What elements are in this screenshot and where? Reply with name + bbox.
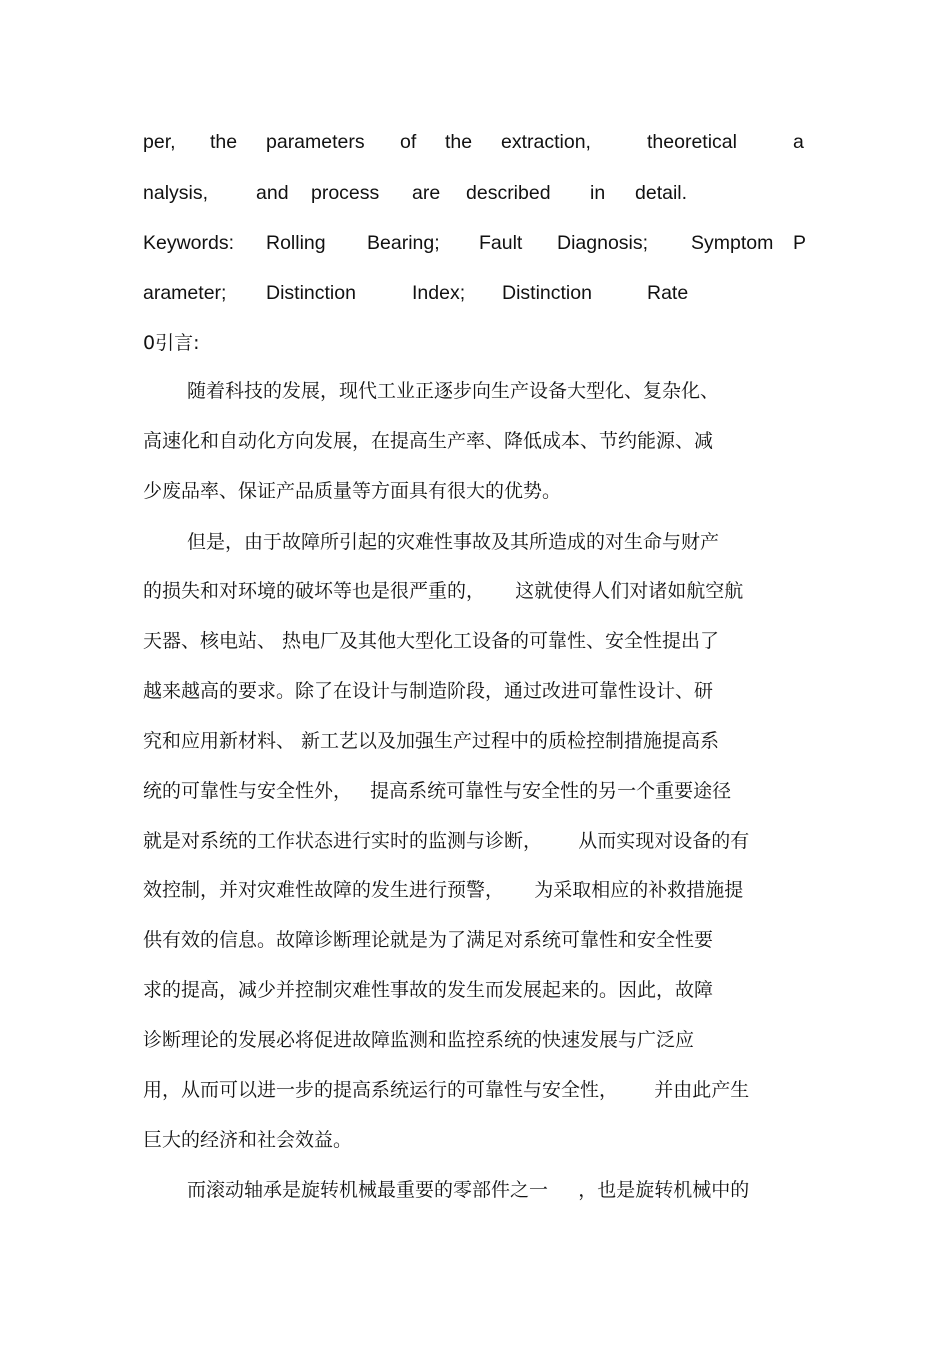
abstract-word: P (793, 232, 807, 254)
keywords-label: Keywords: (143, 232, 235, 254)
abstract-line-3 (143, 230, 813, 256)
abstract-word: are (412, 182, 441, 204)
paragraph-line: 少废品率、保证产品质量等方面具有很大的优势。 (143, 480, 562, 502)
paragraph-line: 求的提高，减少并控制灾难性事故的发生而发展起来的。因此，故障 (143, 979, 714, 1001)
paragraph-line: 而滚动轴承是旋转机械最重要的零部件之一 ，也是旋转机械中的 (187, 1179, 750, 1201)
abstract-word: in (590, 182, 606, 204)
paragraph-line: 越来越高的要求。除了在设计与制造阶段，通过改进可靠性设计、研 (143, 680, 714, 702)
paragraph-line: 高速化和自动化方向发展，在提高生产率、降低成本、节约能源、减 (143, 430, 714, 452)
abstract-word: per, (143, 131, 176, 153)
abstract-word: the (210, 131, 238, 153)
paragraph-line: 但是，由于故障所引起的灾难性事故及其所造成的对生命与财产 (187, 531, 720, 553)
paragraph-line: 效控制，并对灾难性故障的发生进行预警， 为采取相应的补救措施提 (143, 879, 744, 901)
abstract-word: theoretical (647, 131, 737, 153)
paragraph-line: 天器、核电站、 热电厂及其他大型化工设备的可靠性、安全性提出了 (143, 630, 720, 652)
abstract-word: of (400, 131, 417, 153)
section-heading: 0引言: (143, 332, 200, 354)
abstract-word: Index; (412, 282, 466, 304)
abstract-word: parameters (266, 131, 365, 153)
abstract-word: Distinction (266, 282, 356, 304)
abstract-word: detail. (635, 182, 688, 204)
paragraph-line: 的损失和对环境的破坏等也是很严重的， 这就使得人们对诸如航空航 (143, 580, 744, 602)
abstract-word: the (445, 131, 473, 153)
paragraph-line: 究和应用新材料、 新工艺以及加强生产过程中的质检控制措施提高系 (143, 730, 720, 752)
abstract-word: arameter; (143, 282, 227, 304)
abstract-word: process (311, 182, 380, 204)
paragraph-line: 统的可靠性与安全性外， 提高系统可靠性与安全性的另一个重要途径 (143, 780, 732, 802)
abstract-word: Bearing; (367, 232, 440, 254)
paragraph-line: 供有效的信息。故障诊断理论就是为了满足对系统可靠性和安全性要 (143, 929, 714, 951)
abstract-word: nalysis, (143, 182, 209, 204)
abstract-word: Fault (479, 232, 523, 254)
abstract-word: extraction, (501, 131, 591, 153)
abstract-word: a (793, 131, 804, 153)
paragraph-line: 巨大的经济和社会效益。 (143, 1129, 353, 1151)
abstract-line-2 (143, 180, 813, 206)
abstract-word: Diagnosis; (557, 232, 649, 254)
abstract-word: Rate (647, 282, 689, 304)
paragraph-line: 诊断理论的发展必将促进故障监测和监控系统的快速发展与广泛应 (143, 1029, 695, 1051)
abstract-word: and (256, 182, 289, 204)
paragraph-line: 随着科技的发展，现代工业正逐步向生产设备大型化、复杂化、 (187, 380, 720, 402)
paragraph-line: 用，从而可以进一步的提高系统运行的可靠性与安全性， 并由此产生 (143, 1079, 750, 1101)
abstract-word: Rolling (266, 232, 326, 254)
abstract-line-1 (143, 129, 813, 155)
abstract-line-4 (143, 280, 813, 306)
abstract-word: described (466, 182, 551, 204)
abstract-word: Symptom (691, 232, 774, 254)
paragraph-line: 就是对系统的工作状态进行实时的监测与诊断， 从而实现对设备的有 (143, 830, 750, 852)
abstract-word: Distinction (502, 282, 592, 304)
